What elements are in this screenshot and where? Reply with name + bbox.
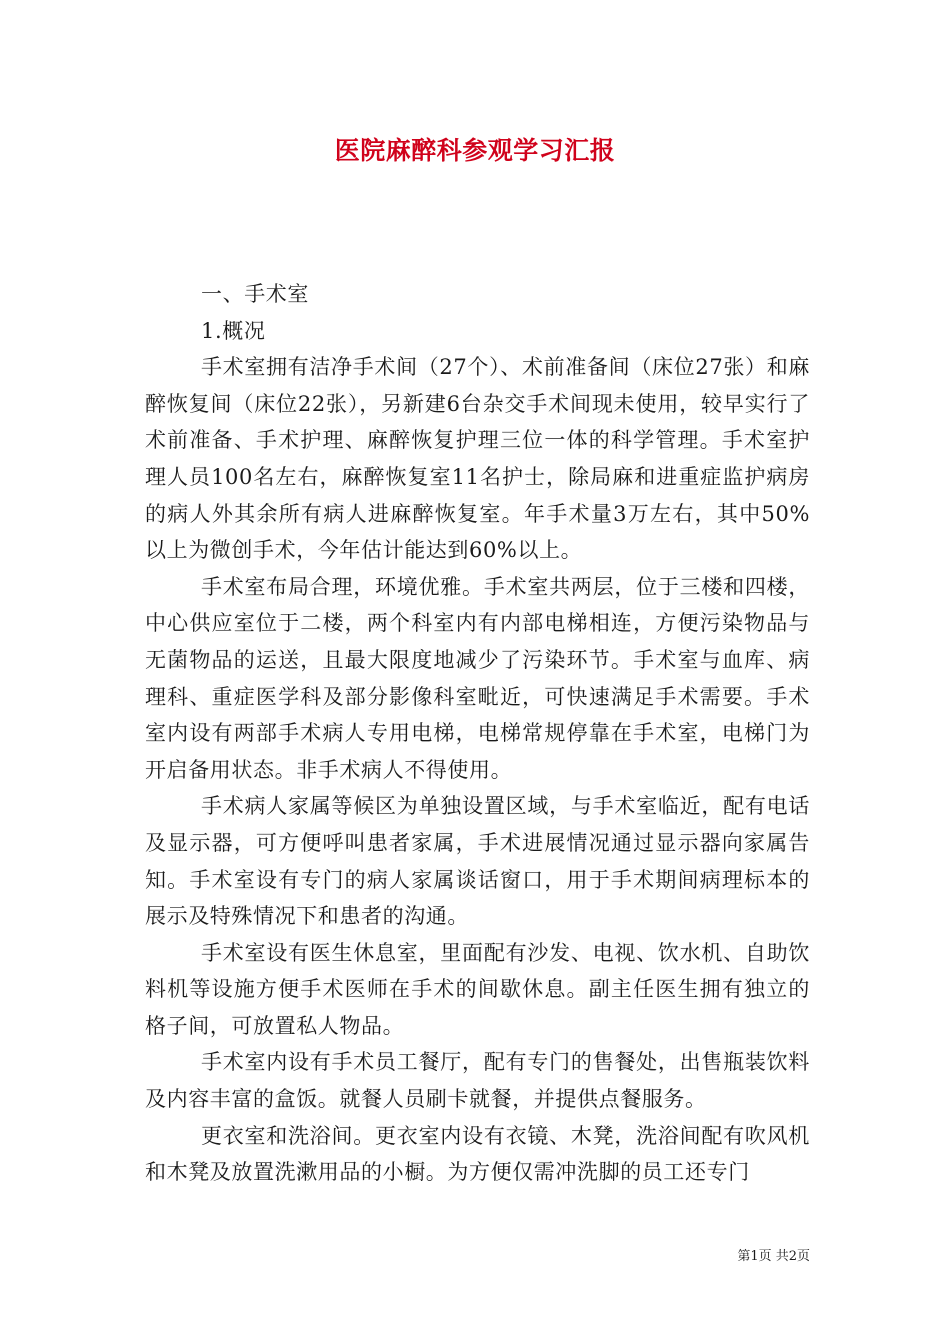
paragraph-family-waiting: 手术病人家属等候区为单独设置区域，与手术室临近，配有电话及显示器，可方便呼叫患者家属，手术进展情况通过显示器向家属告知。手术室设有专门的病人家属谈话窗口，用于手术期间病理标本的展示及特殊情况下和患者的沟通。 xyxy=(145,794,810,929)
document-body xyxy=(145,276,810,1191)
paragraph-doctor-lounge: 手术室设有医生休息室，里面配有沙发、电视、饮水机、自助饮料机等设施方便手术医师在手术的间歇休息。副主任医生拥有独立的格子间，可放置私人物品。 xyxy=(145,940,810,1038)
document-title: 医院麻醉科参观学习汇报 xyxy=(334,136,616,165)
paragraph-layout: 手术室布局合理，环境优雅。手术室共两层，位于三楼和四楼，中心供应室位于二楼，两个科室内有内部电梯相连，方便污染物品与无菌物品的运送，且最大限度地减少了污染环节。手术室与血库、病理科、重症医学科及部分影像科室毗近，可快速满足手术需要。手术室内设有两部手术病人专用电梯，电梯常规停靠在手术室，电梯门为开启备用状态。非手术病人不得使用。 xyxy=(145,574,810,782)
section-heading: 一、手术室 xyxy=(201,282,309,306)
page-number: 第1页 共2页 xyxy=(737,1249,810,1264)
subsection-heading: 1.概况 xyxy=(201,318,266,343)
paragraph-locker-room: 更衣室和洗浴间。更衣室内设有衣镜、木凳，洗浴间配有吹风机和木凳及放置洗漱用品的小橱。为方便仅需冲洗脚的员工还专门 xyxy=(145,1123,810,1185)
paragraph-staff-canteen: 手术室内设有手术员工餐厅，配有专门的售餐处，出售瓶装饮料及内容丰富的盒饭。就餐人员刷卡就餐，并提供点餐服务。 xyxy=(145,1050,810,1112)
paragraph-overview: 手术室拥有洁净手术间（27个）、术前准备间（床位27张）和麻醉恢复间（床位22张），另新建6台杂交手术间现未使用，较早实行了术前准备、手术护理、麻醉恢复护理三位一体的科学管理。手术室护理人员100名左右，麻醉恢复室11名护士，除局麻和进重症监护病房的病人外其余所有病人进麻醉恢复室。年手术量3万左右，其中50%以上为微创手术，今年估计能达到60%以上。 xyxy=(145,355,810,563)
